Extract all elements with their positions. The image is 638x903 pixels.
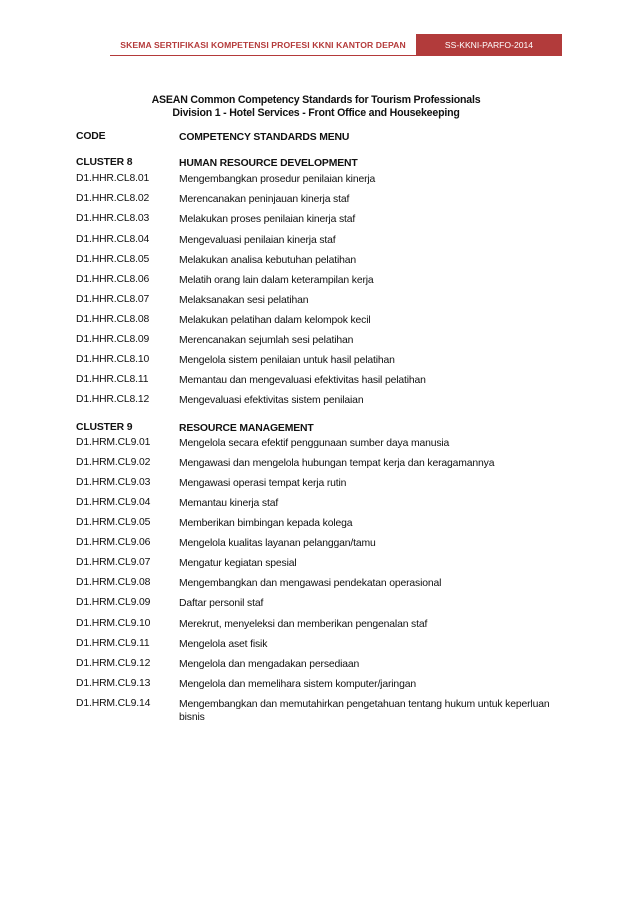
unit-code: D1.HRM.CL9.09 xyxy=(76,597,151,608)
unit-code: D1.HRM.CL9.06 xyxy=(76,537,151,548)
unit-code: D1.HHR.CL8.08 xyxy=(76,314,150,325)
unit-code: D1.HRM.CL9.01 xyxy=(76,437,151,448)
unit-code: D1.HRM.CL9.14 xyxy=(76,698,151,709)
unit-code: D1.HHR.CL8.01 xyxy=(76,173,150,184)
header-title: SKEMA SERTIFIKASI KOMPETENSI PROFESI KKNI KANTOR DEPAN xyxy=(110,34,416,56)
document-title-line2: Division 1 - Hotel Services - Front Office and Housekeeping xyxy=(172,107,460,119)
unit-code: D1.HRM.CL9.04 xyxy=(76,497,151,508)
unit-name: Mengembangkan dan mengawasi pendekatan operasional xyxy=(179,578,442,589)
unit-name: Mengelola dan memelihara sistem komputer/jaringan xyxy=(179,679,416,690)
unit-code: D1.HRM.CL9.08 xyxy=(76,577,151,588)
unit-name: Mengawasi operasi tempat kerja rutin xyxy=(179,478,347,489)
unit-code: D1.HHR.CL8.12 xyxy=(76,394,150,405)
unit-name: Mengawasi dan mengelola hubungan tempat kerja dan keragamannya xyxy=(179,458,495,469)
cluster-name: HUMAN RESOURCE DEVELOPMENT xyxy=(179,158,358,169)
unit-name: Merekrut, menyeleksi dan memberikan pengenalan staf xyxy=(179,619,428,630)
unit-name: Melaksanakan sesi pelatihan xyxy=(179,295,309,306)
unit-code: D1.HRM.CL9.11 xyxy=(76,638,150,649)
unit-code: D1.HRM.CL9.12 xyxy=(76,658,151,669)
unit-code: D1.HHR.CL8.05 xyxy=(76,254,150,265)
unit-name: Merencanakan sejumlah sesi pelatihan xyxy=(179,335,354,346)
unit-code: D1.HHR.CL8.03 xyxy=(76,213,150,224)
unit-name: Mengelola dan mengadakan persediaan xyxy=(179,659,360,670)
unit-code: D1.HHR.CL8.06 xyxy=(76,274,150,285)
unit-name: Mengevaluasi efektivitas sistem penilaian xyxy=(179,395,364,406)
unit-code: D1.HRM.CL9.13 xyxy=(76,678,151,689)
unit-name: Melakukan proses penilaian kinerja staf xyxy=(179,214,356,225)
unit-name: Memberikan bimbingan kepada kolega xyxy=(179,518,353,529)
column-header-code: CODE xyxy=(76,131,106,142)
unit-name: Mengevaluasi penilaian kinerja staf xyxy=(179,235,336,246)
unit-name: Mengelola sistem penilaian untuk hasil pelatihan xyxy=(179,355,395,366)
page-header xyxy=(110,34,562,56)
unit-name: Melakukan pelatihan dalam kelompok kecil xyxy=(179,315,371,326)
unit-name: Memantau kinerja staf xyxy=(179,498,279,509)
unit-code: D1.HHR.CL8.04 xyxy=(76,234,150,245)
unit-name: Mengelola secara efektif penggunaan sumber daya manusia xyxy=(179,438,450,449)
unit-name: Melatih orang lain dalam keterampilan kerja xyxy=(179,275,374,286)
unit-code: D1.HHR.CL8.10 xyxy=(76,354,150,365)
unit-name: Mengelola aset fisik xyxy=(179,639,268,650)
unit-name: Daftar personil staf xyxy=(179,598,264,609)
unit-code: D1.HHR.CL8.07 xyxy=(76,294,150,305)
unit-name: Mengelola kualitas layanan pelanggan/tamu xyxy=(179,538,376,549)
unit-code: D1.HHR.CL8.02 xyxy=(76,193,150,204)
unit-name: Mengembangkan prosedur penilaian kinerja xyxy=(179,174,376,185)
unit-code: D1.HRM.CL9.07 xyxy=(76,557,151,568)
unit-name: Memantau dan mengevaluasi efektivitas hasil pelatihan xyxy=(179,375,426,386)
header-code: SS-KKNI-PARFO-2014 xyxy=(416,34,562,56)
unit-code: D1.HRM.CL9.05 xyxy=(76,517,151,528)
cluster-code: CLUSTER 9 xyxy=(76,422,133,433)
unit-name: Melakukan analisa kebutuhan pelatihan xyxy=(179,255,356,266)
unit-name: Mengatur kegiatan spesial xyxy=(179,558,297,569)
column-header-menu: COMPETENCY STANDARDS MENU xyxy=(179,132,350,143)
document-title-line1: ASEAN Common Competency Standards for Tourism Professionals xyxy=(151,94,481,106)
unit-code: D1.HRM.CL9.02 xyxy=(76,457,151,468)
unit-code: D1.HRM.CL9.10 xyxy=(76,618,151,629)
unit-name: Merencanakan peninjauan kinerja staf xyxy=(179,194,350,205)
cluster-code: CLUSTER 8 xyxy=(76,157,133,168)
unit-code: D1.HHR.CL8.11 xyxy=(76,374,149,385)
unit-name: Mengembangkan dan memutahirkan pengetahuan tentang hukum untuk keperluan bisnis xyxy=(179,699,550,723)
unit-code: D1.HHR.CL8.09 xyxy=(76,334,150,345)
unit-code: D1.HRM.CL9.03 xyxy=(76,477,151,488)
cluster-name: RESOURCE MANAGEMENT xyxy=(179,423,314,434)
